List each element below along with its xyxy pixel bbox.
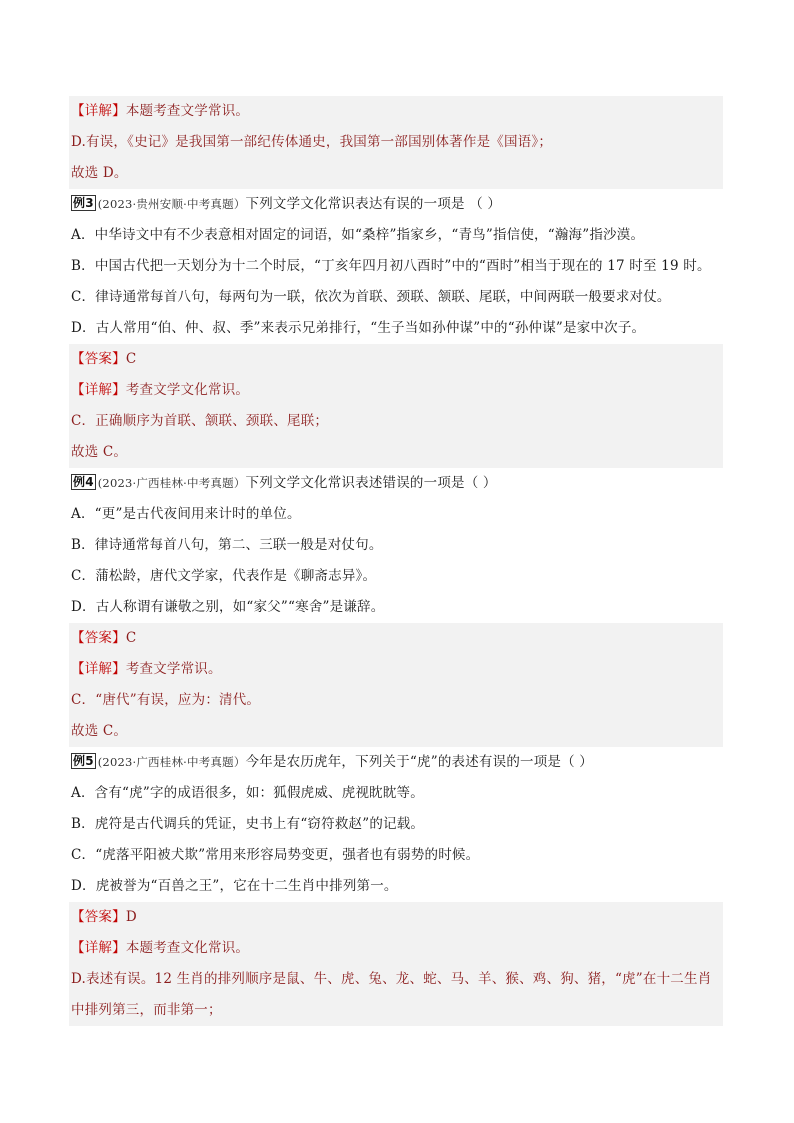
explanation-line: D.有误，《史记》是我国第一部纪传体通史，我国第一部国别体著作是《国语》；: [69, 127, 723, 158]
option-a: A．中华诗文中有不少表意相对固定的词语，如“桑梓”指家乡，“青鸟”指信使，“瀚海”指沙漠。: [71, 227, 645, 243]
question-source: (2023·广西桂林·中考真题）: [97, 755, 246, 769]
question-stem: 例3 (2023·贵州安顺·中考真题）下列文学文化常识表达有误的一项是 （ ）: [73, 196, 502, 212]
explanation-line: 故选 C。: [69, 437, 723, 468]
option-c: C．律诗通常每首八句，每两句为一联，依次为首联、颈联、颔联、尾联，中间两联一般要求对仗。: [71, 289, 671, 305]
explanation-line: 故选 C。: [69, 716, 723, 747]
option-a: A．含有“虎”字的成语很多，如：狐假虎威、虎视眈眈等。: [71, 785, 424, 801]
question-source: (2023·贵州安顺·中考真题）: [97, 197, 246, 211]
explanation-line: 故选 D。: [69, 158, 723, 189]
explanation-line: D.表述有误。12 生肖的排列顺序是鼠、牛、虎、兔、龙、蛇、马、羊、猴、鸡、狗、猪，“虎”在十二生肖: [69, 964, 723, 995]
option-b: B．律诗通常每首八句，第二、三联一般是对仗句。: [71, 537, 383, 553]
explanation-line: C．正确顺序为首联、颔联、颈联、尾联；: [69, 406, 723, 437]
document-page: [69, 96, 723, 1026]
answer-line: 【答案】D: [69, 902, 723, 933]
option-b: B．虎符是古代调兵的凭证，史书上有“窃符救赵”的记载。: [71, 816, 425, 832]
example-label: 例4: [73, 475, 94, 489]
option-c: C．“虎落平阳被犬欺”常用来形容局势变更，强者也有弱势的时候。: [71, 847, 480, 863]
question-source: (2023·广西桂林·中考真题）: [97, 476, 246, 490]
explanation-line: 【详解】考查文学常识。: [69, 654, 723, 685]
example-label: 例5: [73, 754, 94, 768]
explanation-line: C．“唐代”有误，应为：清代。: [69, 685, 723, 716]
option-d: D．虎被誉为“百兽之王”，它在十二生肖中排列第一。: [71, 878, 398, 894]
explanation-line: 【详解】本题考查文学常识。: [69, 96, 723, 127]
question-stem: 例5 (2023·广西桂林·中考真题）今年是农历虎年，下列关于“虎”的表述有误的一项是（ ）: [73, 754, 594, 770]
answer-line: 【答案】C: [69, 344, 723, 375]
option-d: D．古人常用“伯、仲、叔、季”来表示兄弟排行，“生子当如孙仲谋”中的“孙仲谋”是家中次子。: [71, 320, 646, 336]
question-stem: 例4 (2023·广西桂林·中考真题）下列文学文化常识表述错误的一项是（ ）: [73, 475, 497, 491]
option-c: C．蒲松龄，唐代文学家，代表作是《聊斋志异》。: [71, 568, 377, 584]
explanation-line: 【详解】考查文学文化常识。: [69, 375, 723, 406]
explanation-line: 中排列第三，而非第一；: [69, 995, 723, 1026]
option-b: B．中国古代把一天划分为十二个时辰，“丁亥年四月初八酉时”中的“酉时”相当于现在的 17 时至 19 时。: [71, 258, 711, 274]
explanation-line: 【详解】本题考查文化常识。: [69, 933, 723, 964]
example-label: 例3: [73, 196, 94, 210]
answer-line: 【答案】C: [69, 623, 723, 654]
option-a: A．“更”是古代夜间用来计时的单位。: [71, 506, 301, 522]
option-d: D．古人称谓有谦敬之别，如“家父”“寒舍”是谦辞。: [71, 599, 385, 615]
